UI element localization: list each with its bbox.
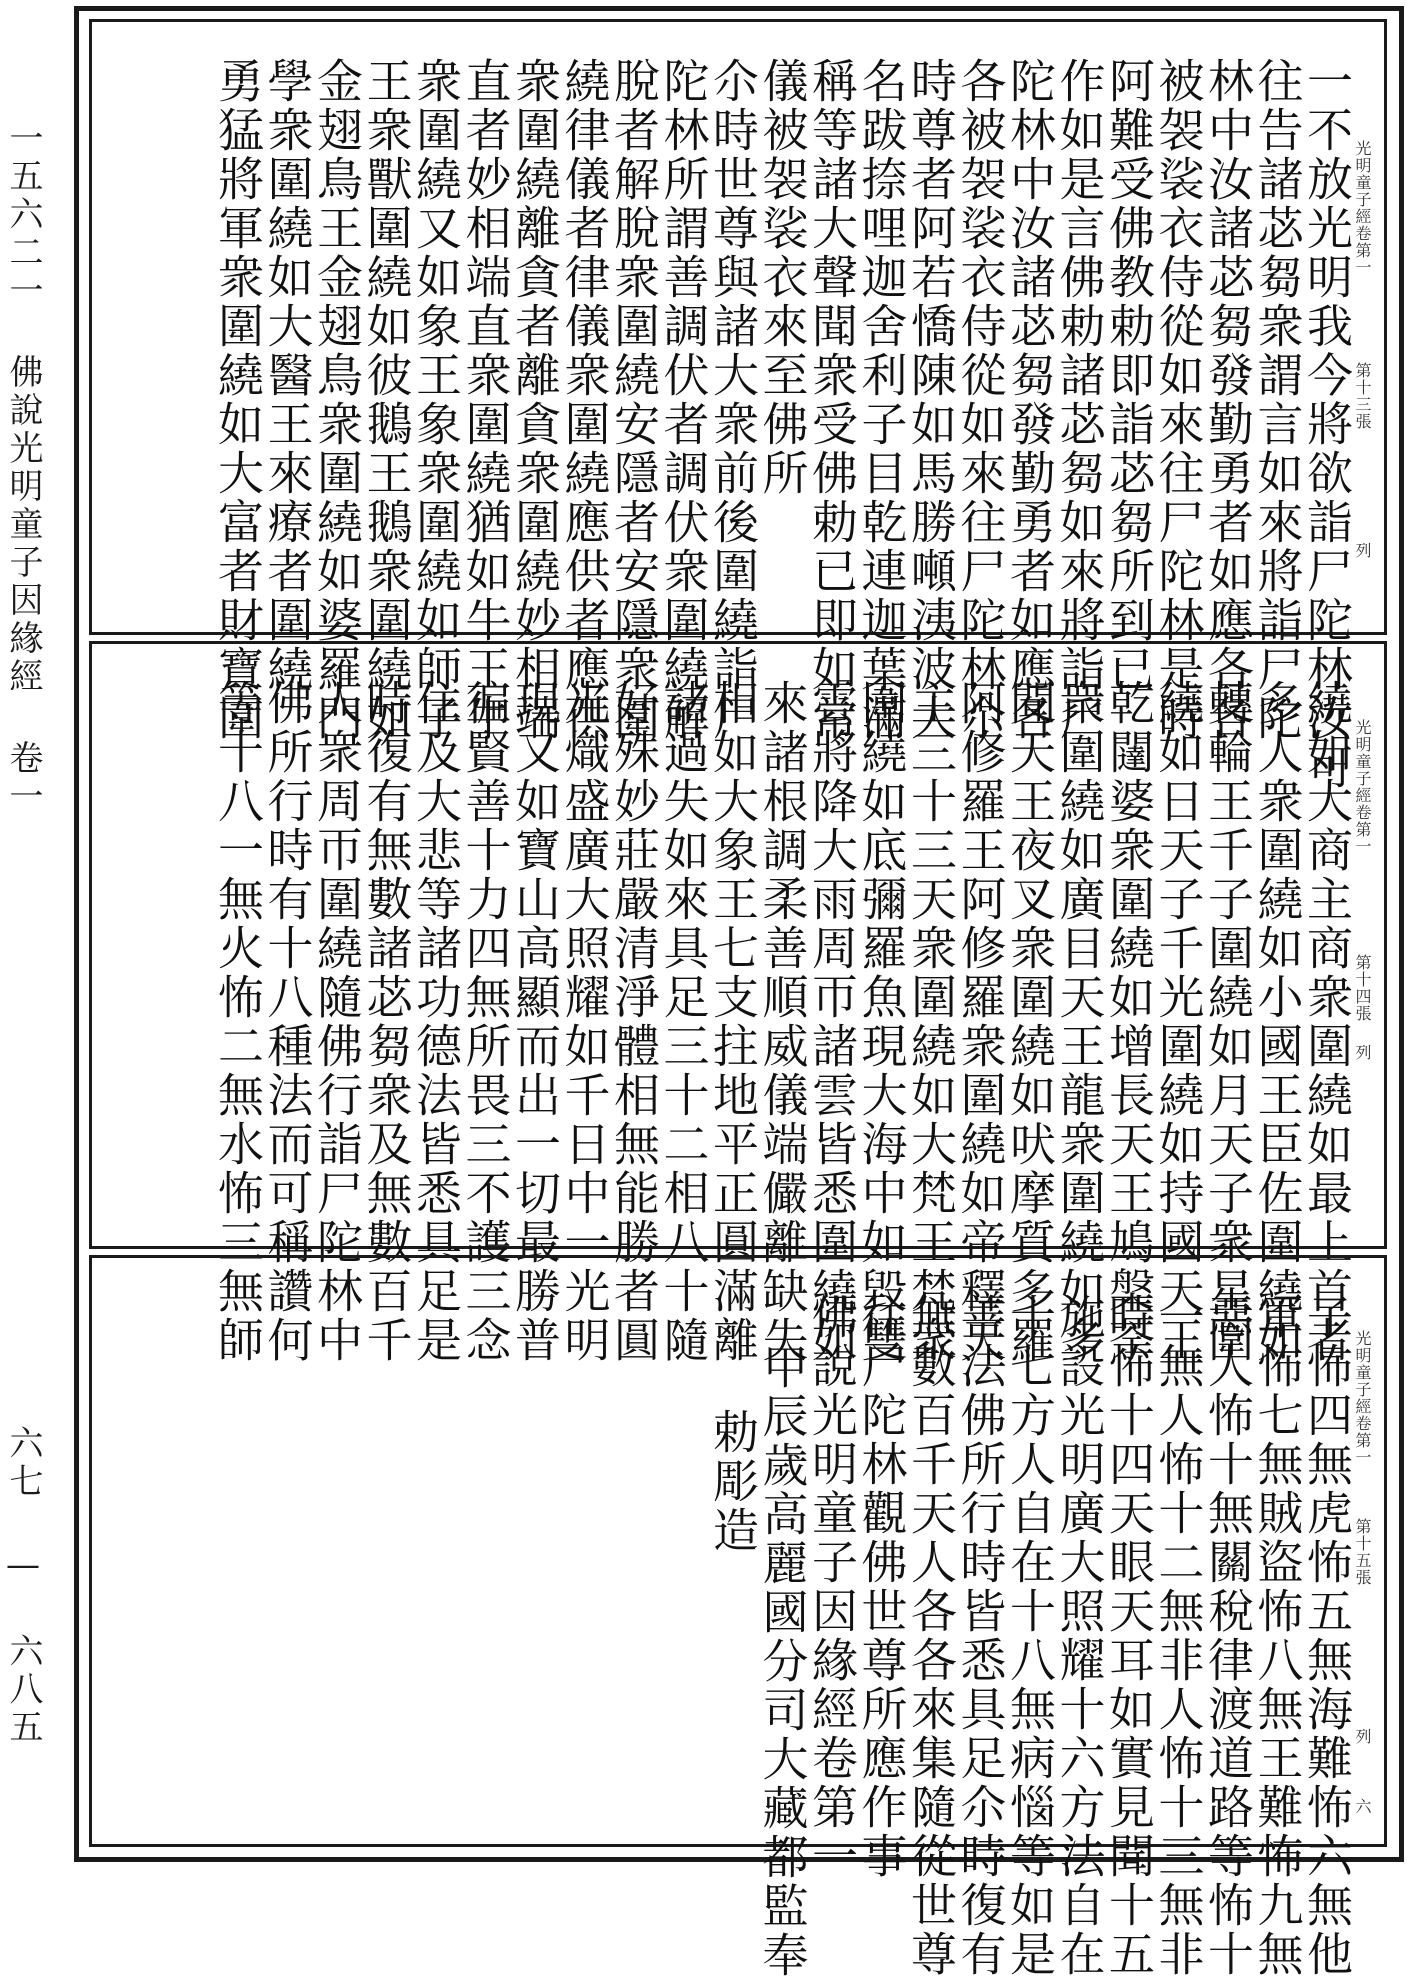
block-1-column-5: 阿難受佛教勅即詣苾芻所到已 — [1102, 57, 1156, 694]
block-2-column-21: 人衆周帀圍繞隨佛行詣尸陀林中 — [310, 679, 364, 1365]
block-2-column-20: 時復有無數諸苾芻衆及無數百千 — [359, 679, 414, 1365]
block-1-column-18: 直者妙相端直衆圍繞猶如牛王牛 — [458, 57, 513, 743]
block-1-column-11: 稱等諸大聲聞衆受佛勅已即如常 — [805, 57, 859, 743]
block-3-column-2: 軍怖七無賊盜怖八無王難怖九無 — [1250, 1293, 1305, 1979]
block-3-column-10: 往尸陀林觀佛世尊所應作事 — [854, 1293, 909, 1881]
block-2-column-1: 繞如大商主商衆圍繞如最上首者 — [1300, 679, 1354, 1365]
block-1-margin-note: 光明童子經卷第一 — [1353, 140, 1372, 276]
block-1-column-22: 學衆圍繞如大醫王來療者圍繞 — [260, 57, 315, 694]
block-3-column-4: 一無人怖十二無非人怖十三無非 — [1151, 1293, 1206, 1979]
block-2-column-9: 主三十三天衆圍繞如大梵王梵衆 — [904, 679, 958, 1365]
block-1-column-23: 勇猛將軍衆圍繞如大富者財寶圍 — [211, 57, 265, 743]
block-2-column-17: 現又如寶山高顯而出一切最勝普 — [508, 679, 562, 1365]
block-1-column-4: 被袈裟衣侍從如來往尸陀林是時 — [1151, 57, 1206, 743]
block-1-column-3: 林中汝諸苾芻發勤勇者如應各各 — [1201, 57, 1255, 743]
block-1-column-20: 王衆獸圍繞如彼鵝王鵝衆圍繞如 — [359, 57, 414, 743]
block-3-column-8: 善法佛所行時皆悉具足尒時復有 — [953, 1293, 1008, 1979]
block-3-column-13: 勅彫造 — [706, 1408, 760, 1555]
block-1-column-6: 作如是言佛勅諸苾芻如來將詣尸 — [1052, 57, 1107, 743]
block-3-column-7: 十七方人自在十八無病惱等如是 — [1003, 1293, 1057, 1979]
block-2-mark: 列 — [1353, 1044, 1372, 1061]
block-2-column-5: 乾闥婆衆圍繞如增長天王鳩槃荼 — [1102, 679, 1156, 1365]
block-2-column-23: 等十八一無火怖二無水怖三無師 — [211, 679, 265, 1365]
block-2-margin-note: 光明童子經卷第一 — [1353, 719, 1372, 855]
block-3-margin-note: 光明童子經卷第一 — [1353, 1330, 1372, 1466]
text-block-1 — [89, 19, 1387, 792]
block-3-column-12: 甲辰歲高麗國分司大藏都監奉 — [755, 1343, 810, 1980]
block-1-column-9: 時尊者阿若憍陳如馬勝噸洟波大 — [904, 57, 958, 743]
block-1-sheet-number: 第十三張 — [1353, 362, 1372, 430]
block-2-column-12: 來諸根調柔善順威儀端儼離缺失 — [755, 679, 810, 1365]
block-1-column-7: 陀林中汝諸苾芻發勤勇者如應各 — [1003, 57, 1057, 743]
block-1-column-1: 一不放光明我今將欲詣尸陀林汝可 — [1300, 57, 1354, 792]
block-1-mark: 列 — [1353, 542, 1372, 559]
block-3-column-6: 施設光明廣大照耀十六方法自在 — [1052, 1293, 1107, 1979]
block-2-column-4: 繞如日天子千光圍繞如持國天王 — [1151, 679, 1206, 1365]
block-1-column-17: 衆圍繞離貪者離貪衆圍繞妙相端 — [508, 57, 562, 743]
block-2-column-14: 諸過失如來具足三十二相八十隨 — [656, 679, 711, 1365]
block-2-column-2: 多人衆圍繞如小國王臣佐圍繞如 — [1250, 679, 1305, 1365]
block-1-column-14: 陀林所謂善調伏者調伏衆圍繞解 — [656, 57, 711, 743]
block-2-sheet-number: 第十四張 — [1353, 954, 1372, 1022]
block-2-column-10: 圍繞如底彌羅魚現大海中如毀雙 — [854, 679, 909, 1365]
block-2-column-3: 轉輪王千子圍繞如月天子衆星圍 — [1201, 679, 1255, 1365]
block-2-column-16: 光熾盛廣大照耀如千日中一光明 — [557, 679, 612, 1365]
block-1-column-15: 脫者解脫衆圍繞安隱者安隱衆圍 — [607, 57, 661, 743]
text-block-3 — [89, 1255, 1387, 1980]
block-1-column-2: 往告諸苾芻衆謂言如來將詣尸陀 — [1250, 57, 1305, 743]
block-3-column-11: 佛說光明童子因緣經卷第一 — [805, 1293, 859, 1881]
text-block-2 — [89, 641, 1387, 1365]
block-3-column-3: 惡人怖十無關稅律渡道路等怖十 — [1201, 1293, 1255, 1979]
block-3-sheet-number: 第十五張 — [1353, 1518, 1372, 1586]
block-1-column-21: 金翅鳥王金翅鳥衆圍繞如婆羅門 — [310, 57, 364, 743]
block-2-column-11: 雲將降大雨周帀諸雲皆悉圍繞如 — [805, 679, 859, 1365]
block-2-column-18: 徧賢善十力四無所畏三不護三念 — [458, 679, 513, 1365]
block-3-mark-2: 六 — [1353, 1798, 1372, 1815]
block-2-column-15: 好殊妙莊嚴清淨體相無能勝者圓 — [607, 679, 661, 1365]
margin-top-label: 一五六二一 佛說光明童子因緣經 卷一 — [3, 120, 43, 816]
block-1-column-16: 繞律儀者律儀衆圍繞應供者應供 — [557, 57, 612, 743]
block-3-mark: 列 — [1353, 1728, 1372, 1745]
margin-page-number: 六七 — 六八五 — [3, 1425, 43, 1747]
block-2-column-19: 住及大悲等諸功德法皆悉具足是 — [409, 679, 463, 1365]
block-1-column-10: 名跋捺哩迦舍利子目乾連迦葉滿 — [854, 57, 909, 743]
block-1-column-13: 尒時世尊與諸大衆前後圍繞詣尸 — [706, 57, 760, 743]
block-3-column-1: 子怖四無虎怖五無海難怖六無他 — [1300, 1293, 1354, 1979]
block-2-column-22: 佛所行時有十八種法而可稱讚何 — [260, 679, 315, 1365]
block-1-column-8: 各被袈裟衣侍從如來往尸陀林尒 — [953, 57, 1008, 743]
block-3-column-5: 時怖十四天眼天耳如實見聞十五 — [1102, 1293, 1156, 1979]
block-1-column-12: 儀被袈裟衣來至佛所 — [755, 57, 810, 498]
page-frame — [74, 6, 1404, 1980]
block-3-column-9: 無數百千天人各各來集隨從世尊 — [904, 1293, 958, 1979]
block-2-column-6: 衆圍繞如廣目天王龍衆圍繞如多 — [1052, 679, 1107, 1365]
block-2-column-8: 阿修羅王阿修羅衆圍繞如帝釋天 — [953, 679, 1008, 1365]
block-2-column-13: 相如大象王七支拄地平正圓滿離 — [706, 679, 760, 1365]
block-2-column-7: 聞天王夜叉衆圍繞如吠摩質多羅 — [1003, 679, 1057, 1365]
block-1-column-19: 衆圍繞又如象王象衆圍繞如師子 — [409, 57, 463, 743]
